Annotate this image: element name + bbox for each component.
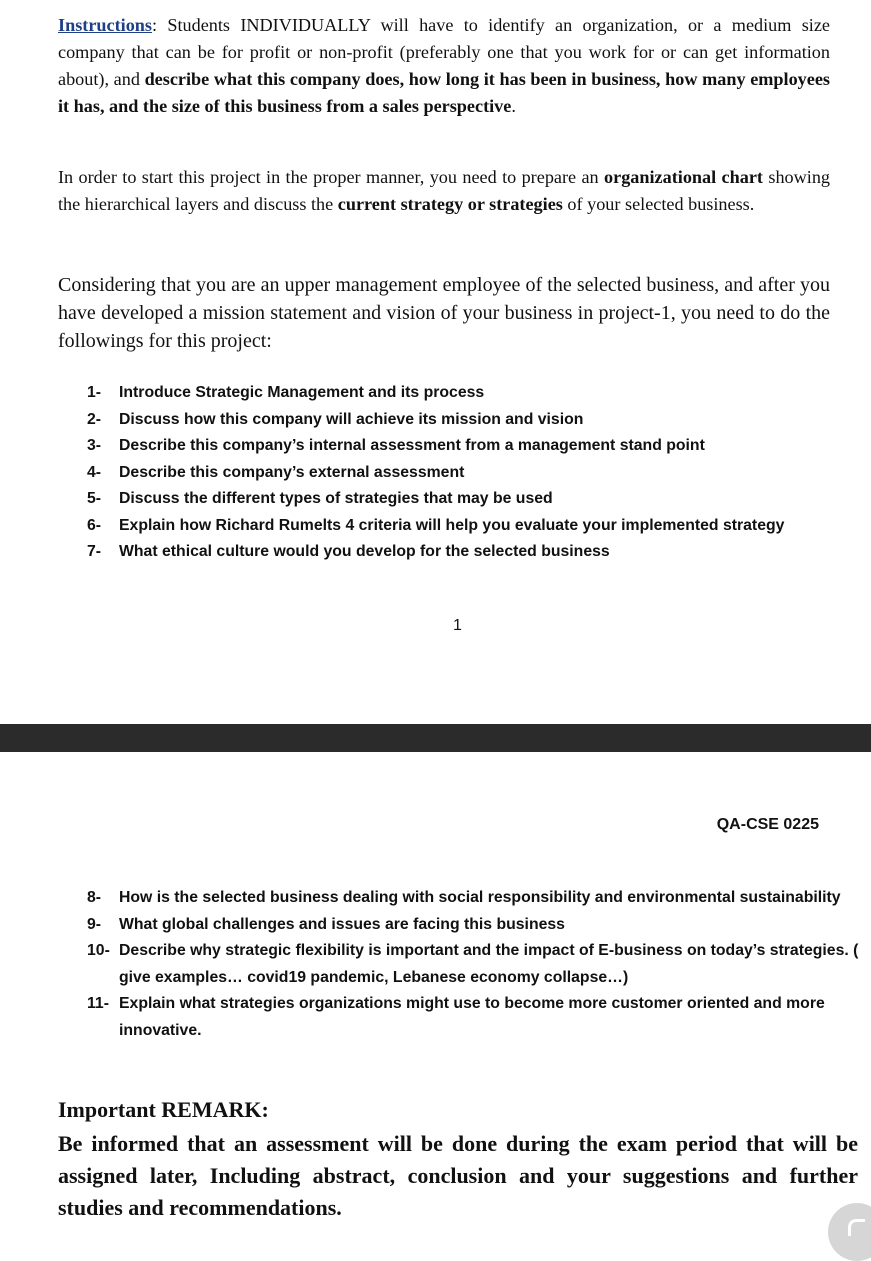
- org-chart-text-1: In order to start this project in the proper manner, you need to prepare an: [58, 167, 605, 187]
- item-text: Discuss how this company will achieve its mission and vision: [119, 410, 584, 428]
- remark-text: Be informed that an assessment will be done during the exam period that will be assigned later, Including abstract, conclusion and your suggestions and further studies and recommendations.: [58, 1131, 858, 1220]
- corner-arrow-icon: [848, 1219, 865, 1236]
- item-text: Describe why strategic flexibility is important and the impact of E-business on today’s strategies. ( give examples… covid19 pandemic, Lebanese economy collapse…): [119, 942, 859, 986]
- page-number: 1: [453, 617, 462, 634]
- item-number: 11-: [87, 995, 109, 1012]
- org-chart-text-3: of your selected business.: [562, 194, 755, 214]
- org-chart-text-2: showing the hierarchical layers and discuss the: [58, 167, 831, 214]
- item-text: Introduce Strategic Management and its process: [119, 384, 485, 401]
- floating-action-button[interactable]: [828, 1203, 871, 1261]
- item-text: How is the selected business dealing with social responsibility and environmental sustainability: [119, 889, 841, 906]
- list-item: [87, 539, 862, 566]
- task-list-page-1: [87, 380, 862, 566]
- instructions-end: .: [511, 96, 516, 116]
- list-item: [87, 433, 862, 460]
- item-number: 9-: [87, 915, 102, 933]
- list-item: [87, 938, 862, 991]
- item-number: 6-: [87, 516, 102, 534]
- item-text: What ethical culture would you develop for the selected business: [119, 543, 610, 560]
- item-text: Describe this company’s external assessment: [119, 463, 465, 481]
- org-chart-paragraph: [58, 164, 830, 218]
- org-chart-bold-2: current strategy or strategies: [337, 194, 563, 214]
- list-item: [87, 460, 862, 487]
- list-item: [87, 380, 862, 407]
- instructions-paragraph: [58, 12, 830, 120]
- instructions-bold-text: describe what this company does, how long it has been in business, how many employees it has, and the size of this business from a sales perspective: [58, 69, 830, 116]
- item-text: Describe this company’s internal assessment from a management stand point: [119, 437, 705, 454]
- list-item: [87, 885, 862, 912]
- list-item: [87, 513, 862, 540]
- considering-paragraph: Considering that you are an upper management employee of the selected business, and after you have developed a mission statement and vision of your business in project-1, you need to do the followings for this project:: [58, 274, 830, 352]
- item-number: 3-: [87, 437, 102, 454]
- list-item: [87, 486, 862, 513]
- list-item: [87, 991, 862, 1044]
- page-separator: [0, 724, 871, 752]
- instructions-colon: :: [151, 15, 158, 35]
- item-number: 5-: [87, 490, 102, 507]
- item-number: 8-: [87, 889, 102, 906]
- item-text: Discuss the different types of strategies that may be used: [119, 490, 553, 507]
- item-number: 1-: [87, 384, 102, 401]
- list-item: [87, 407, 862, 434]
- instructions-label: Instructions: [58, 15, 152, 35]
- item-text: What global challenges and issues are facing this business: [119, 915, 565, 933]
- item-text: Explain how Richard Rumelts 4 criteria will help you evaluate your implemented strategy: [119, 516, 785, 534]
- item-number: 10-: [87, 942, 110, 959]
- item-number: 7-: [87, 543, 102, 560]
- remark-title: Important REMARK:: [58, 1097, 269, 1122]
- org-chart-bold-1: organizational chart: [604, 167, 763, 187]
- document-code: QA-CSE 0225: [716, 816, 819, 833]
- instructions-text: Students INDIVIDUALLY will have to identify an organization, or a medium size company that can be for profit or non-profit (preferably one that you work for or can get information about), and: [58, 15, 830, 89]
- item-text: Explain what strategies organizations might use to become more customer oriented and more innovative.: [119, 995, 825, 1039]
- item-number: 4-: [87, 463, 102, 481]
- list-item: [87, 912, 862, 939]
- item-number: 2-: [87, 410, 102, 428]
- task-list-page-2: [87, 885, 862, 1044]
